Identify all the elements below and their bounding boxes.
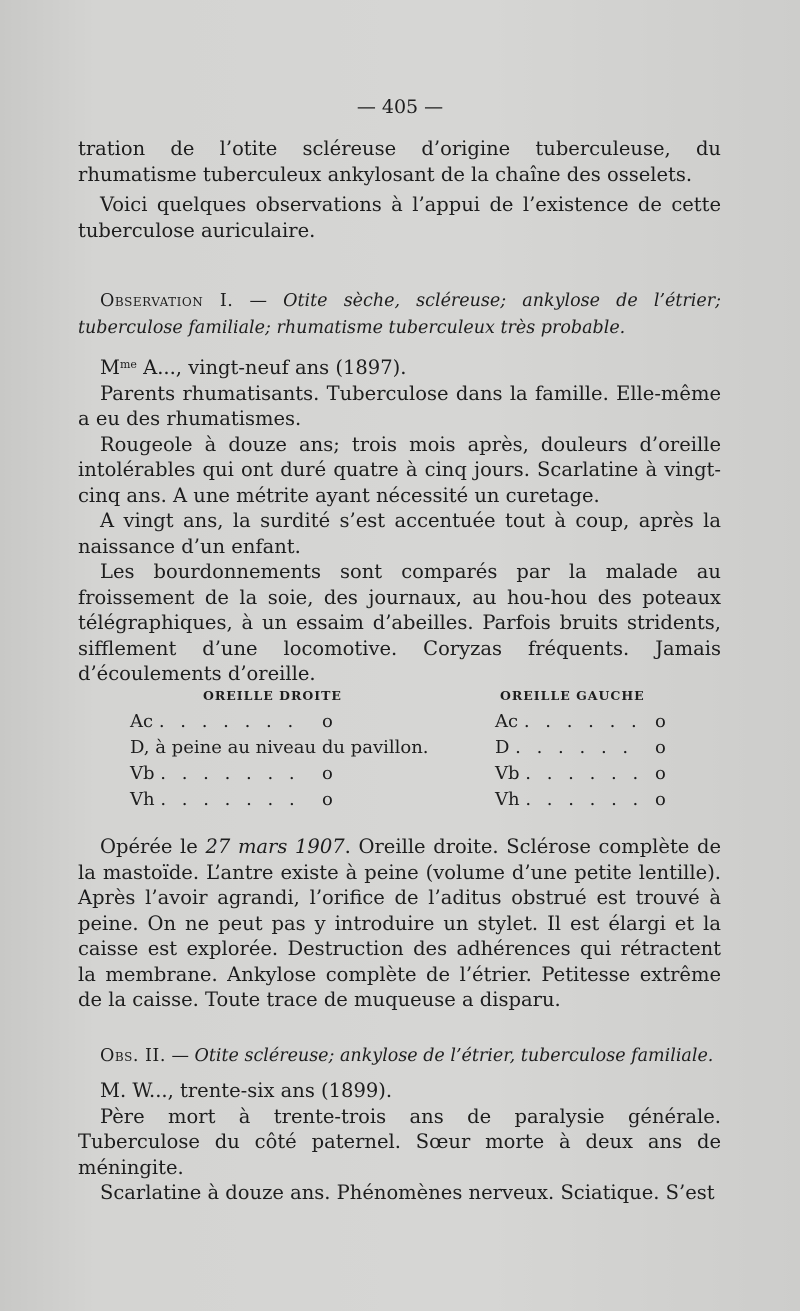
observation-1-patient xyxy=(78,352,721,381)
observation-2-dash: — xyxy=(165,1046,195,1066)
table-row: Vh . . . . . . . xyxy=(130,789,300,810)
patient-rest: A..., vingt-neuf ans (1897). xyxy=(136,356,407,379)
observation-1-paragraph-4: Les bourdonnements sont comparés par la malade au froissement de la soie, des journaux, au hou-hou des poteaux télégraphiques, à un essaim d’abeilles. Parfois bruits stridents, sifflement d’une locomotive. Coryzas fréquents. Jamais d’écoulements d’oreille. xyxy=(78,560,721,685)
observation-1 xyxy=(78,288,721,687)
table-value: o xyxy=(655,711,666,732)
observation-1-title: Otite sèche, scléreuse; ankylose de l’étrier; tuberculose familiale; rhumatisme tuberculeux très probable. xyxy=(78,291,721,338)
table-row: D, à peine au niveau du pavillon. xyxy=(130,737,429,758)
patient-prefix: M xyxy=(100,356,120,379)
observation-2-heading xyxy=(78,1043,721,1070)
table-row: Ac . . . . . . xyxy=(495,711,642,732)
observation-2-patient: M. W..., trente-six ans (1899). xyxy=(100,1079,393,1102)
table-header-right: OREILLE GAUCHE xyxy=(500,688,645,703)
table-row: Ac . . . . . . . xyxy=(130,711,299,732)
intro-section xyxy=(78,136,721,243)
observation-1-paragraph-3: A vingt ans, la surdité s’est accentuée tout à coup, après la naissance d’un enfant. xyxy=(78,509,721,558)
table-row: Vh . . . . . . xyxy=(495,789,644,810)
operation-section xyxy=(78,834,721,1013)
observation-2-label: Obs. II. xyxy=(100,1046,166,1066)
table-value: o xyxy=(322,789,333,810)
observation-2-paragraph-2: Scarlatine à douze ans. Phénomènes nerveux. Sciatique. S’est xyxy=(100,1181,715,1204)
page-number: — 405 — xyxy=(356,96,444,118)
table-value: o xyxy=(322,763,333,784)
observation-1-label: Observation I. xyxy=(100,291,234,311)
intro-paragraph-1: tration de l’otite scléreuse d’origine tuberculeuse, du rhumatisme tuberculeux ankylosant de la chaîne des osselets. xyxy=(78,137,721,186)
observation-2 xyxy=(78,1043,721,1206)
operation-date: 27 mars 1907 xyxy=(205,835,345,858)
observation-2-paragraph-1: Père mort à trente-trois ans de paralysie générale. Tuberculose du côté paternel. Sœur morte à deux ans de méningite. xyxy=(78,1104,721,1179)
observation-2-title: Otite scléreuse; ankylose de l’étrier, tuberculose familiale. xyxy=(194,1046,714,1066)
table-value: o xyxy=(655,763,666,784)
table-row: Vb . . . . . . xyxy=(495,763,644,784)
observation-1-dash: — xyxy=(233,291,284,311)
observation-1-paragraph-2: Rougeole à douze ans; trois mois après, douleurs d’oreille intolérables qui ont duré quatre à cinq jours. Scarlatine à vingt-cinq ans. A une métrite ayant nécessité un curetage. xyxy=(78,432,721,507)
table-header-left: OREILLE DROITE xyxy=(203,688,342,703)
table-row: Vb . . . . . . . xyxy=(130,763,300,784)
table-value: o xyxy=(655,789,666,810)
intro-paragraph-2: Voici quelques observations à l’appui de l’existence de cette tuberculose auriculaire. xyxy=(78,193,721,242)
table-row: D . . . . . . xyxy=(495,737,634,758)
table-value: o xyxy=(322,711,333,732)
observation-1-paragraph-1: Parents rhumatisants. Tuberculose dans la famille. Elle-même a eu des rhumatismes. xyxy=(78,381,721,430)
observation-1-heading xyxy=(78,288,721,342)
table-value: o xyxy=(655,737,666,758)
patient-sup: me xyxy=(119,358,137,371)
operation-paragraph: Opérée le 27 mars 1907. Oreille droite. Sclérose complète de la mastoïde. L’antre existe à peine (volume d’une petite lentille). Après l’avoir agrandi, l’orifice de l’aditus obstrué est trouvé à peine. On ne peut pas y introduire un stylet. Il est élargi et la caisse est explorée. Destruction des adhérences qui rétractent la membrane. Ankylose complète de l’étrier. Petitesse extrême de la caisse. Toute trace de muqueuse a disparu. xyxy=(78,835,721,1011)
